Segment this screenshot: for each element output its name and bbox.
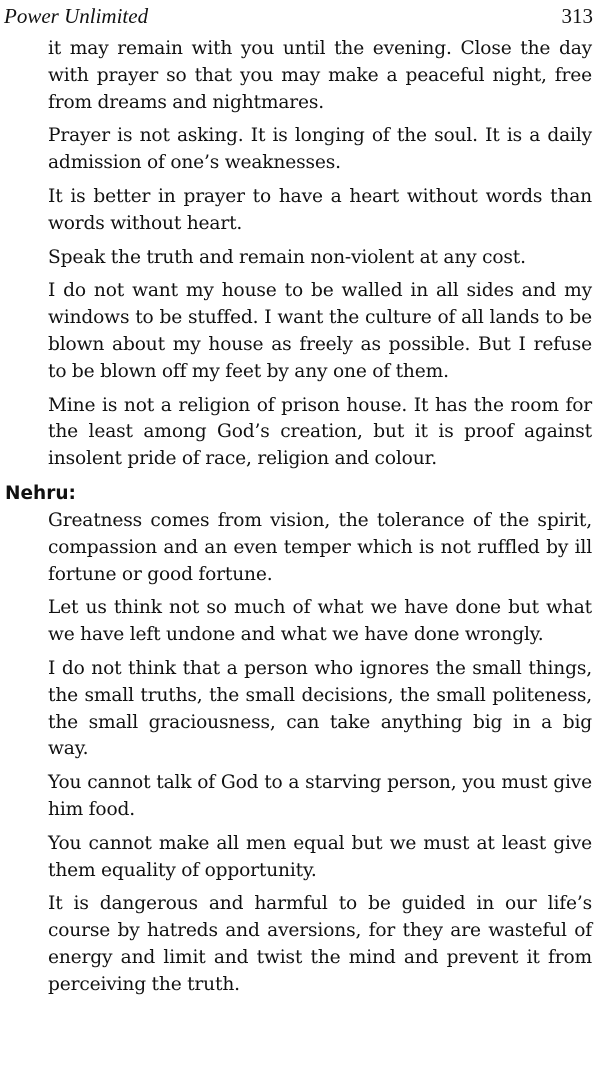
quote-paragraph: I do not think that a person who ignores the small things, the small truths, the small decisions, the small politeness, the small graciousness, can take anything big in a big way. bbox=[48, 657, 592, 760]
section-heading-nehru: Nehru: bbox=[5, 482, 76, 504]
quote-paragraph: Let us think not so much of what we have done but what we have left undone and what we have done wrongly. bbox=[48, 597, 592, 646]
quote-paragraph: Greatness comes from vision, the tolerance of the spirit, compassion and an even temper which is not ruffled by ill fortune or good fortune. bbox=[48, 509, 592, 585]
page-body bbox=[0, 36, 600, 1006]
page-number: 313 bbox=[561, 4, 593, 28]
quote-paragraph: Mine is not a religion of prison house. It has the room for the least among God’s creation, but it is proof against insolent pride of race, religion and colour. bbox=[48, 394, 592, 470]
quote-paragraph: You cannot talk of God to a starving person, you must give him food. bbox=[48, 772, 592, 820]
quote-paragraph: Prayer is not asking. It is longing of the soul. It is a daily admission of one’s weaknesses. bbox=[48, 125, 592, 174]
page-header bbox=[4, 2, 593, 32]
quote-paragraph: Speak the truth and remain non-violent at any cost. bbox=[48, 246, 526, 268]
quote-paragraph: I do not want my house to be walled in all sides and my windows to be stuffed. I want the culture of all lands to be blown about my house as freely as possible. But I refuse to be blown off my feet by any one of them. bbox=[48, 280, 592, 382]
quote-paragraph: It is better in prayer to have a heart without words than words without heart. bbox=[48, 185, 592, 234]
quote-paragraph: It is dangerous and harmful to be guided in our life’s course by hatreds and aversions, for they are wasteful of energy and limit and twist the mind and prevent it from perceiving the truth. bbox=[48, 893, 592, 995]
running-header-title: Power Unlimited bbox=[4, 4, 149, 28]
quote-paragraph: You cannot make all men equal but we must at least give them equality of opportunity. bbox=[48, 832, 592, 881]
quote-paragraph: it may remain with you until the evening. Close the day with prayer so that you may make a peaceful night, free from dreams and nightmares. bbox=[48, 38, 592, 113]
